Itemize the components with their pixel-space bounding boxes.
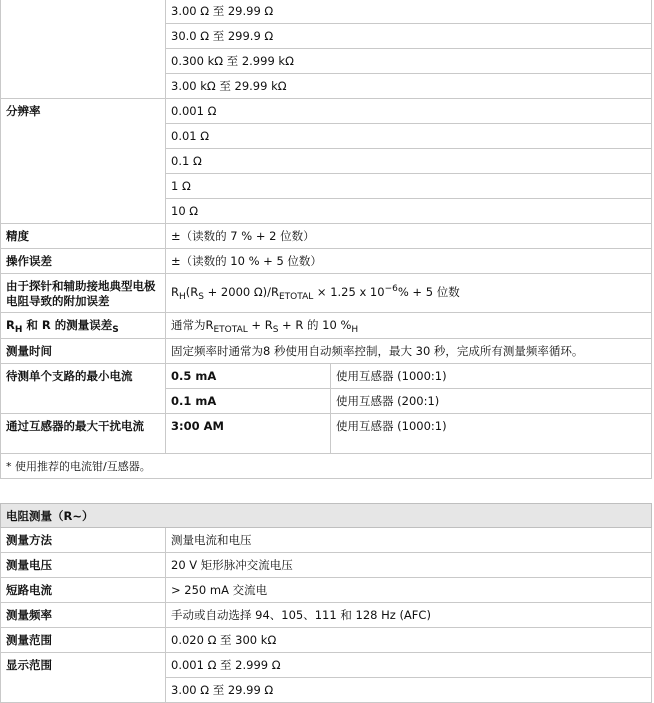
display-range-value: 3.00 Ω 至 29.99 Ω (166, 678, 652, 703)
min-current-label: 待测单个支路的最小电流 (1, 364, 166, 414)
spec-value: 手动或自动选择 94、105、111 和 128 Hz (AFC) (166, 603, 652, 628)
section-header: 电阻测量（R~） (1, 504, 652, 528)
measurement-time-value: 固定频率时通常为8 秒使用自动频率控制，最大 30 秒，完成所有测量频率循环。 (166, 339, 652, 364)
accuracy-label: 精度 (1, 224, 166, 249)
range-value: 30.0 Ω 至 299.9 Ω (166, 24, 652, 49)
max-interference-value: 3:00 AM (166, 414, 331, 454)
measurement-time-label: 测量时间 (1, 339, 166, 364)
resistance-measurement-table (0, 503, 652, 703)
measurement-error-value: 通常为$R_{ETOTAL} + R_S + R$ 的 10 $\%_H$ (166, 313, 652, 339)
resolution-value: 0.01 Ω (166, 124, 652, 149)
max-interference-label: 通过互感器的最大干扰电流 (1, 414, 166, 454)
range-value: 3.00 kΩ 至 29.99 kΩ (166, 74, 652, 99)
display-range-label: 显示范围 (1, 653, 166, 703)
spec-label: 测量方法 (1, 528, 166, 553)
measurement-error-label: $R_H$ 和 R 的测量误差$_S$ (1, 313, 166, 339)
range-value: 3.00 Ω 至 29.99 Ω (166, 0, 652, 24)
operating-error-value: ±（读数的 10 % + 5 位数） (166, 249, 652, 274)
max-interference-note: 使用互感器 (1000:1) (331, 414, 652, 454)
resolution-value: 0.001 Ω (166, 99, 652, 124)
spec-label: 测量频率 (1, 603, 166, 628)
accuracy-value: ±（读数的 7 % + 2 位数） (166, 224, 652, 249)
additional-error-label: 由于探针和辅助接地典型电极电阻导致的附加误差 (1, 274, 166, 313)
operating-error-label: 操作误差 (1, 249, 166, 274)
resolution-value: 0.1 Ω (166, 149, 652, 174)
min-current-note: 使用互感器 (1000:1) (331, 364, 652, 389)
spec-value: > 250 mA 交流电 (166, 578, 652, 603)
display-range-value: 0.001 Ω 至 2.999 Ω (166, 653, 652, 678)
min-current-value: 0.5 mA (166, 364, 331, 389)
resolution-value: 10 Ω (166, 199, 652, 224)
spec-label: 短路电流 (1, 578, 166, 603)
footnote: * 使用推荐的电流钳/互感器。 (1, 454, 652, 479)
additional-error-value: $R_H(R_S + 2000$ $\Omega)/R_{ETOTAL} \times 1.25$ x $10^{-6}\% + 5$ 位数 (166, 274, 652, 313)
min-current-value: 0.1 mA (166, 389, 331, 414)
spec-label: 测量范围 (1, 628, 166, 653)
spec-label: 测量电压 (1, 553, 166, 578)
resolution-label: 分辨率 (1, 99, 166, 224)
range-label-cell (1, 0, 166, 99)
spec-value: 20 V 矩形脉冲交流电压 (166, 553, 652, 578)
min-current-note: 使用互感器 (200:1) (331, 389, 652, 414)
spec-value: 测量电流和电压 (166, 528, 652, 553)
range-value: 0.300 kΩ 至 2.999 kΩ (166, 49, 652, 74)
resolution-value: 1 Ω (166, 174, 652, 199)
spec-value: 0.020 Ω 至 300 kΩ (166, 628, 652, 653)
